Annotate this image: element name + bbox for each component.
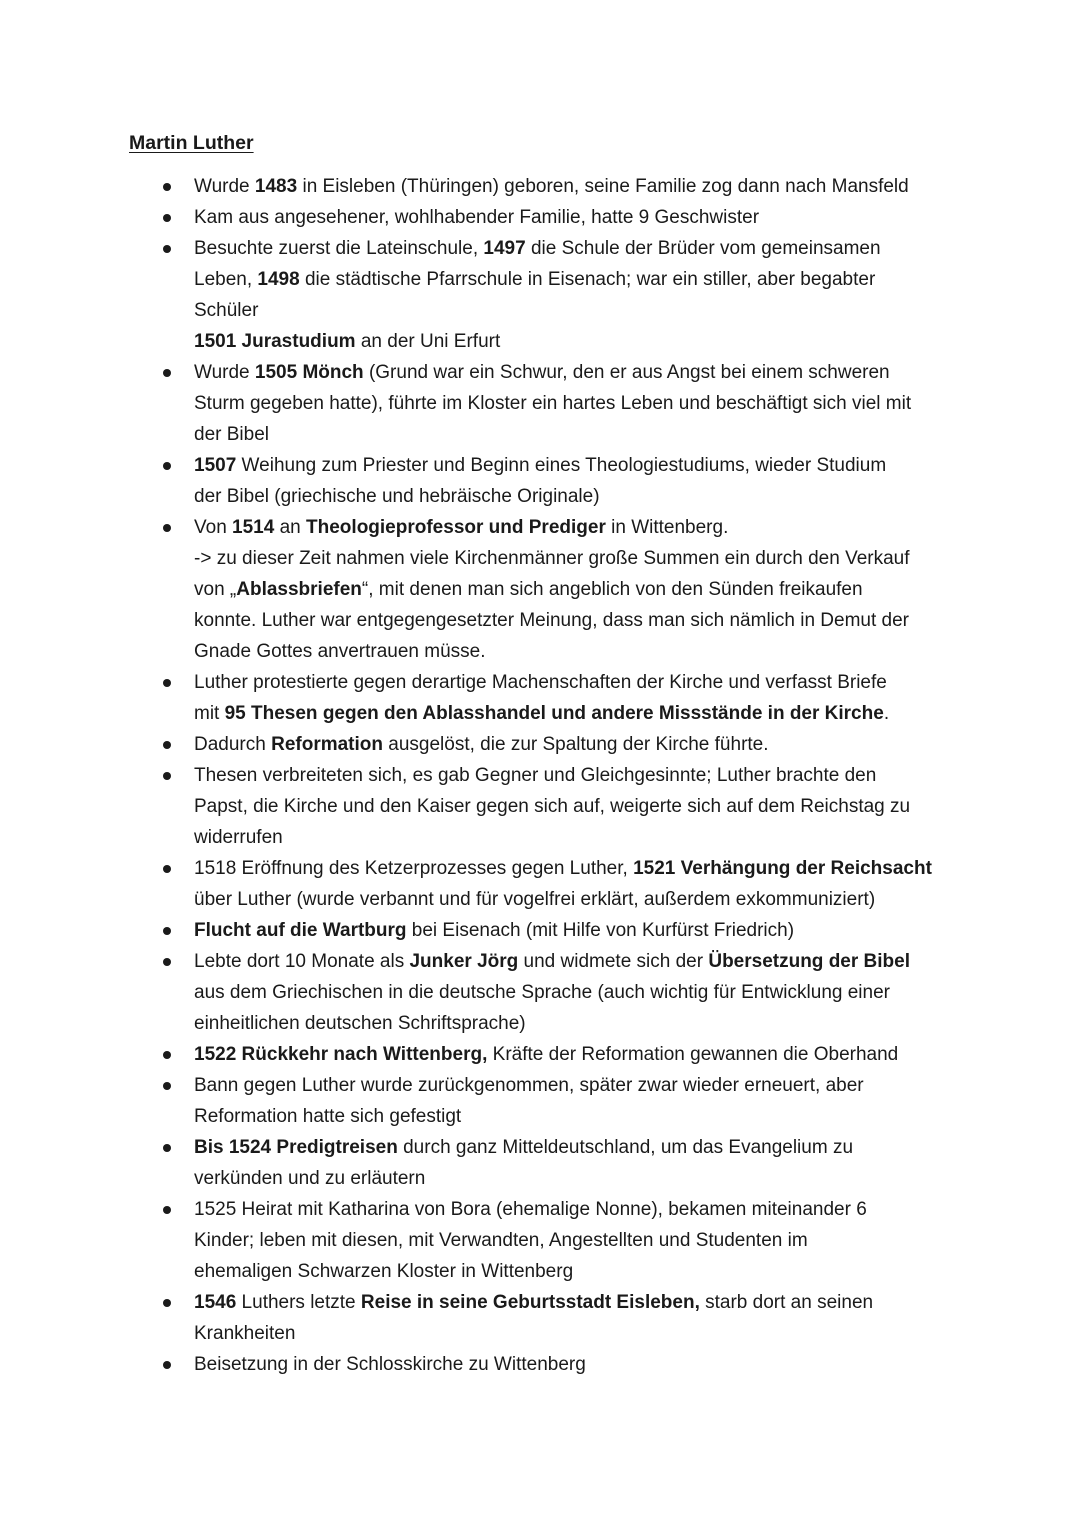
bold-text: 1521 Verhängung der Reichsacht xyxy=(633,858,932,879)
list-item-line xyxy=(194,574,974,605)
text-run: Beisetzung in der Schlosskirche zu Wittenberg xyxy=(194,1354,586,1375)
text-run: widerrufen xyxy=(194,827,283,848)
list-item xyxy=(194,357,974,450)
bullet-dot-icon xyxy=(163,245,171,253)
text-run: der Bibel (griechische und hebräische Originale) xyxy=(194,486,600,507)
list-item-line xyxy=(194,915,974,946)
list-item-line xyxy=(194,1039,974,1070)
list-item-line xyxy=(194,450,974,481)
text-run: in Eisleben (Thüringen) geboren, seine Familie zog dann nach Mansfeld xyxy=(297,176,909,197)
list-item-line xyxy=(194,760,974,791)
list-item xyxy=(194,915,974,946)
bullet-dot-icon xyxy=(163,1206,171,1214)
text-run: Gnade Gottes anvertrauen müsse. xyxy=(194,641,486,662)
text-run: Sturm gegeben hatte), führte im Kloster ein hartes Leben und beschäftigt sich viel mit xyxy=(194,393,912,414)
bullet-dot-icon xyxy=(163,927,171,935)
list-item-line xyxy=(194,233,974,264)
bold-text: Junker Jörg xyxy=(409,951,519,972)
list-item-line xyxy=(194,1287,974,1318)
text-run: mit xyxy=(194,703,225,724)
list-item xyxy=(194,512,974,667)
bold-text: 1505 Mönch xyxy=(254,362,364,383)
text-run: Lebte dort 10 Monate als xyxy=(194,951,410,972)
list-item-line xyxy=(194,605,974,636)
bold-text: Bis 1524 Predigtreisen xyxy=(194,1137,398,1158)
bold-text: 1514 xyxy=(232,517,275,538)
document-title: Martin Luther xyxy=(129,132,254,154)
text-run: über Luther (wurde verbannt und für vogelfrei erklärt, außerdem exkommuniziert) xyxy=(194,889,876,910)
list-item-line xyxy=(194,884,974,915)
list-item xyxy=(194,1194,974,1287)
bold-text: 1522 Rückkehr nach Wittenberg, xyxy=(194,1044,488,1065)
list-item xyxy=(194,667,974,729)
text-run: ehemaligen Schwarzen Kloster in Wittenberg xyxy=(194,1261,574,1282)
list-item-line xyxy=(194,264,974,295)
text-run: . xyxy=(883,703,890,724)
list-item xyxy=(194,853,974,915)
text-run: die Schule der Brüder vom gemeinsamen xyxy=(525,238,881,259)
bold-text: Reformation xyxy=(271,734,384,755)
list-item xyxy=(194,202,974,233)
bullet-list xyxy=(194,171,974,1380)
text-run: konnte. Luther war entgegengesetzter Meinung, dass man sich nämlich in Demut der xyxy=(194,610,910,631)
text-run: Papst, die Kirche und den Kaiser gegen sich auf, weigerte sich auf dem Reichstag zu xyxy=(194,796,911,817)
list-item-line xyxy=(194,698,974,729)
list-item-line xyxy=(194,946,974,977)
text-run: Kam aus angesehener, wohlhabender Familie, hatte 9 Geschwister xyxy=(194,207,760,228)
list-item-line xyxy=(194,357,974,388)
list-item xyxy=(194,1039,974,1070)
bullet-dot-icon xyxy=(163,1361,171,1369)
list-item-line xyxy=(194,202,974,233)
bullet-dot-icon xyxy=(163,679,171,687)
list-item-line xyxy=(194,1225,974,1256)
list-item xyxy=(194,1287,974,1349)
list-item-line xyxy=(194,1070,974,1101)
text-run: Reformation hatte sich gefestigt xyxy=(194,1106,462,1127)
bold-text: Theologieprofessor und Prediger xyxy=(306,517,606,538)
text-run: bei Eisenach (mit Hilfe von Kurfürst Friedrich) xyxy=(406,920,795,941)
list-item-line xyxy=(194,1318,974,1349)
bullet-dot-icon xyxy=(163,462,171,470)
text-run: der Bibel xyxy=(194,424,269,445)
list-item xyxy=(194,450,974,512)
text-run: einheitlichen deutschen Schriftsprache) xyxy=(194,1013,526,1034)
text-run: Schüler xyxy=(194,300,259,321)
bullet-dot-icon xyxy=(163,958,171,966)
bold-text: Übersetzung der Bibel xyxy=(708,951,910,972)
list-item-line xyxy=(194,1101,974,1132)
list-item-line xyxy=(194,543,974,574)
list-item xyxy=(194,233,974,357)
text-run: an der Uni Erfurt xyxy=(355,331,501,352)
bold-text: 1546 xyxy=(194,1292,237,1313)
bold-text: 95 Thesen gegen den Ablasshandel und andere Missstände in der Kirche xyxy=(224,703,884,724)
bullet-dot-icon xyxy=(163,741,171,749)
list-item-line xyxy=(194,326,974,357)
text-run: in Wittenberg. xyxy=(605,517,729,538)
list-item-line xyxy=(194,419,974,450)
list-item-line xyxy=(194,1194,974,1225)
text-run: an xyxy=(274,517,307,538)
text-run: Thesen verbreiteten sich, es gab Gegner und Gleichgesinnte; Luther brachte den xyxy=(194,765,877,786)
bold-text: Flucht auf die Wartburg xyxy=(194,920,407,941)
list-item-line xyxy=(194,1349,974,1380)
text-run: Krankheiten xyxy=(194,1323,296,1344)
bullet-dot-icon xyxy=(163,369,171,377)
list-item-line xyxy=(194,171,974,202)
text-run: Wurde xyxy=(194,362,255,383)
text-run: Leben, xyxy=(194,269,258,290)
text-run: verkünden und zu erläutern xyxy=(194,1168,426,1189)
list-item-line xyxy=(194,512,974,543)
text-run: Luther protestierte gegen derartige Machenschaften der Kirche und verfasst Briefe xyxy=(194,672,887,693)
bullet-dot-icon xyxy=(163,1051,171,1059)
text-run: ausgelöst, die zur Spaltung der Kirche führte. xyxy=(383,734,769,755)
text-run: Wurde xyxy=(194,176,255,197)
list-item xyxy=(194,760,974,853)
text-run: und widmete sich der xyxy=(518,951,709,972)
bullet-dot-icon xyxy=(163,865,171,873)
text-run: von „ xyxy=(194,579,237,600)
list-item-line xyxy=(194,1008,974,1039)
text-run: Von xyxy=(194,517,233,538)
text-run: Dadurch xyxy=(194,734,272,755)
list-item-line xyxy=(194,1132,974,1163)
list-item-line xyxy=(194,295,974,326)
bold-text: 1497 xyxy=(483,238,526,259)
list-item-line xyxy=(194,636,974,667)
text-run: starb dort an seinen xyxy=(699,1292,874,1313)
list-item-line xyxy=(194,667,974,698)
text-run: durch ganz Mitteldeutschland, um das Evangelium zu xyxy=(397,1137,854,1158)
bullet-dot-icon xyxy=(163,524,171,532)
list-item xyxy=(194,1132,974,1194)
bullet-dot-icon xyxy=(163,1299,171,1307)
list-item xyxy=(194,946,974,1039)
bold-text: 1483 xyxy=(254,176,298,197)
list-item-line xyxy=(194,729,974,760)
text-run: 1525 Heirat mit Katharina von Bora (ehemalige Nonne), bekamen miteinander 6 xyxy=(194,1199,867,1220)
text-run: (Grund war ein Schwur, den er aus Angst bei einem schweren xyxy=(363,362,890,383)
bold-text: 1498 xyxy=(257,269,300,290)
text-run: die städtische Pfarrschule in Eisenach; war ein stiller, aber begabter xyxy=(299,269,876,290)
list-item-line xyxy=(194,1256,974,1287)
text-run: Bann gegen Luther wurde zurückgenommen, später zwar wieder erneuert, aber xyxy=(194,1075,864,1096)
bold-text: Reise in seine Geburtsstadt Eisleben, xyxy=(360,1292,700,1313)
list-item-line xyxy=(194,481,974,512)
text-run: Kinder; leben mit diesen, mit Verwandten, Angestellten und Studenten im xyxy=(194,1230,808,1251)
text-run: 1518 Eröffnung des Ketzerprozesses gegen Luther, xyxy=(194,858,634,879)
text-run: Luthers letzte xyxy=(236,1292,361,1313)
bullet-dot-icon xyxy=(163,772,171,780)
bold-text: 1501 Jurastudium xyxy=(194,331,356,352)
text-run: aus dem Griechischen in die deutsche Sprache (auch wichtig für Entwicklung einer xyxy=(194,982,890,1003)
list-item-line xyxy=(194,1163,974,1194)
bullet-dot-icon xyxy=(163,1144,171,1152)
list-item-line xyxy=(194,822,974,853)
list-item-line xyxy=(194,853,974,884)
text-run: -> zu dieser Zeit nahmen viele Kirchenmänner große Summen ein durch den Verkauf xyxy=(194,548,910,569)
text-run: Weihung zum Priester und Beginn eines Theologiestudiums, wieder Studium xyxy=(236,455,887,476)
text-run: Besuchte zuerst die Lateinschule, xyxy=(194,238,484,259)
bold-text: 1507 xyxy=(194,455,237,476)
text-run: Kräfte der Reformation gewannen die Oberhand xyxy=(487,1044,899,1065)
list-item xyxy=(194,1349,974,1380)
list-item xyxy=(194,1070,974,1132)
text-run: “, mit denen man sich angeblich von den Sünden freikaufen xyxy=(361,579,863,600)
bullet-dot-icon xyxy=(163,1082,171,1090)
bold-text: Ablassbriefen xyxy=(236,579,362,600)
list-item xyxy=(194,171,974,202)
list-item-line xyxy=(194,977,974,1008)
bullet-dot-icon xyxy=(163,183,171,191)
list-item-line xyxy=(194,791,974,822)
bullet-dot-icon xyxy=(163,214,171,222)
list-item-line xyxy=(194,388,974,419)
list-item xyxy=(194,729,974,760)
